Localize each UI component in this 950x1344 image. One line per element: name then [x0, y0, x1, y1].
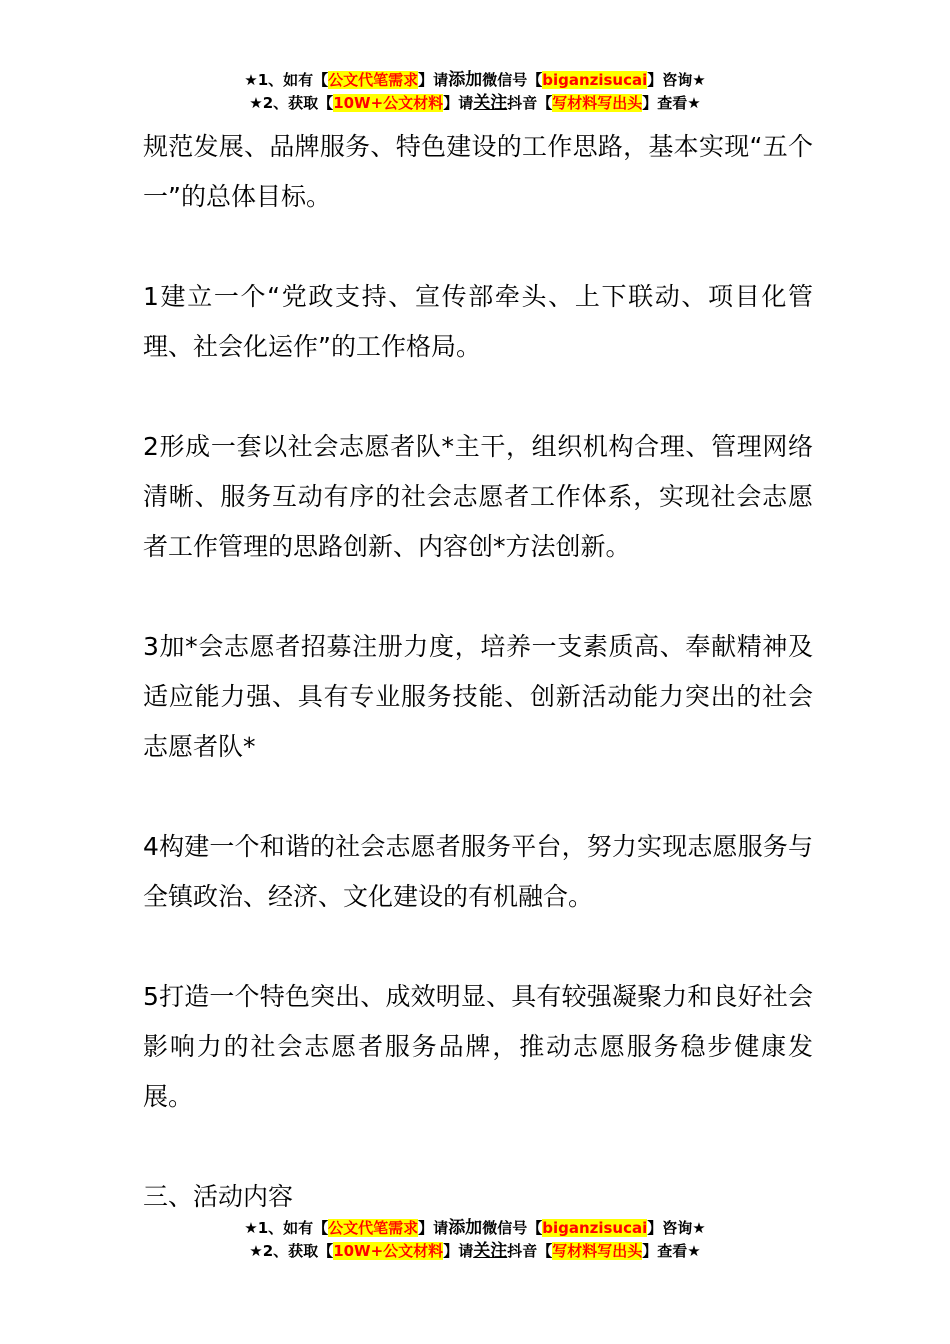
footer-line-2-emphasis: 关注 — [473, 1241, 508, 1261]
paragraph-item-3: 3加*会志愿者招募注册力度，培养一支素质高、奉献精神及适应能力强、具有专业服务技能、创新活动能力突出的社会志愿者队* — [143, 632, 813, 761]
header-notice — [0, 69, 950, 115]
notice-line-1-emphasis: 添加 — [448, 70, 483, 90]
footer-line-1-lead: ★1、如有【 — [244, 1219, 329, 1237]
footer-notice — [0, 1217, 950, 1263]
notice-line-2-mid-2: 抖音【 — [507, 94, 553, 112]
document-body — [143, 122, 813, 1222]
paragraph-item-5: 5打造一个特色突出、成效明显、具有较强凝聚力和良好社会影响力的社会志愿者服务品牌，推动志愿服务稳步健康发展。 — [143, 982, 813, 1111]
footer-line-2-highlight-1: 10W+公文材料 — [333, 1242, 444, 1260]
footer-line-1-emphasis: 添加 — [448, 1218, 483, 1238]
section-heading: 三、活动内容 — [143, 1182, 294, 1211]
paragraph-intro: 规范发展、品牌服务、特色建设的工作思路，基本实现“五个一”的总体目标。 — [143, 132, 813, 211]
notice-line-2-emphasis: 关注 — [473, 93, 508, 113]
notice-line-1-mid-2: 微信号【 — [482, 71, 543, 89]
footer-line-2-lead: ★2、获取【 — [249, 1242, 334, 1260]
footer-line-2-tail: 】查看★ — [642, 1242, 701, 1260]
footer-line-1-mid-2: 微信号【 — [482, 1219, 543, 1237]
paragraph-item-1: 1建立一个“党政支持、宣传部牵头、上下联动、项目化管理、社会化运作”的工作格局。 — [143, 282, 813, 361]
footer-line-2-mid-1: 】请 — [443, 1242, 474, 1260]
footer-line-1 — [0, 1217, 950, 1240]
footer-line-2-mid-2: 抖音【 — [507, 1242, 553, 1260]
footer-line-1-tail: 】咨询★ — [647, 1219, 706, 1237]
paragraph-item-2: 2形成一套以社会志愿者队*主干，组织机构合理、管理网络清晰、服务互动有序的社会志愿者工作体系，实现社会志愿者工作管理的思路创新、内容创*方法创新。 — [143, 432, 813, 561]
notice-line-2-tail: 】查看★ — [642, 94, 701, 112]
notice-line-1-mid-1: 】请 — [418, 71, 449, 89]
notice-line-1-highlight-1: 公文代笔需求 — [328, 71, 419, 89]
footer-line-2-highlight-2: 写材料写出头 — [552, 1242, 643, 1260]
notice-line-1-tail: 】咨询★ — [647, 71, 706, 89]
notice-line-1-lead: ★1、如有【 — [244, 71, 329, 89]
notice-line-2 — [0, 92, 950, 115]
footer-line-1-highlight-1: 公文代笔需求 — [328, 1219, 419, 1237]
notice-line-2-highlight-1: 10W+公文材料 — [333, 94, 444, 112]
footer-line-2 — [0, 1240, 950, 1263]
notice-line-1-highlight-2: biganzisucai — [542, 71, 648, 89]
notice-line-1 — [0, 69, 950, 92]
footer-line-1-mid-1: 】请 — [418, 1219, 449, 1237]
notice-line-2-highlight-2: 写材料写出头 — [552, 94, 643, 112]
notice-line-2-lead: ★2、获取【 — [249, 94, 334, 112]
notice-line-2-mid-1: 】请 — [443, 94, 474, 112]
footer-line-1-highlight-2: biganzisucai — [542, 1219, 648, 1237]
paragraph-item-4: 4构建一个和谐的社会志愿者服务平台，努力实现志愿服务与全镇政治、经济、文化建设的有机融合。 — [143, 832, 813, 911]
